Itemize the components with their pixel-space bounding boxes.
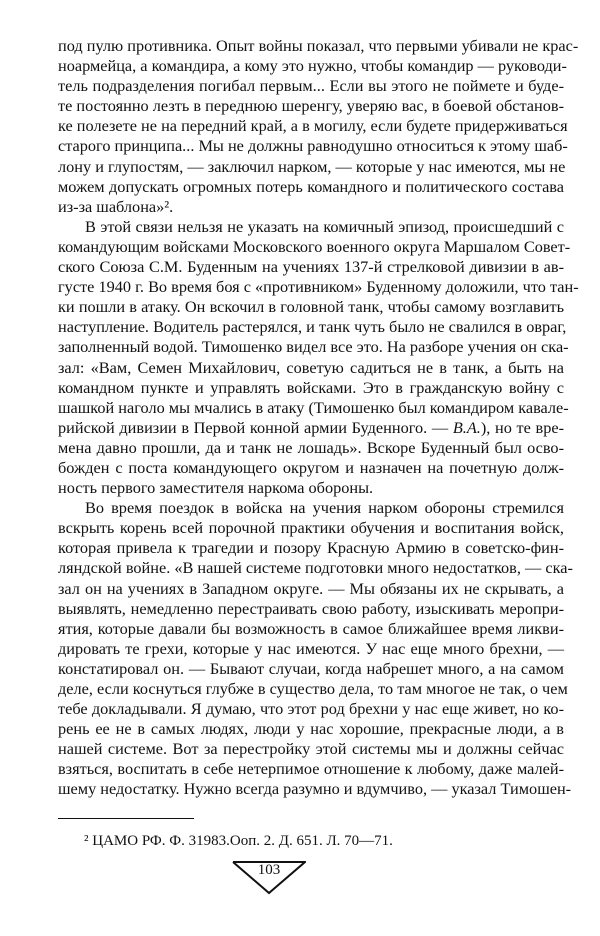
paragraph: [58, 498, 573, 799]
text-line: те постоянно лезть в переднюю шеренгу, уверяю вас, в боевой обстанов-: [58, 96, 564, 116]
paragraph: [58, 216, 579, 498]
text-line: ноармейца, а командира, а кому это нужно, чтобы командир — руководи-: [58, 56, 567, 76]
text-line: тебе докладывали. Я думаю, что этот род брехни у нас еще живет, но ко-: [58, 699, 564, 719]
text-line: Во время поездок в войска на учения нарком обороны стремился: [85, 498, 564, 518]
text-line: ятия, которые давали бы возможность в самое ближайшее время ликви-: [58, 618, 564, 638]
text-line: ляндской войне. «В нашей системе подготовки много недостатков, — ска-: [58, 558, 573, 578]
text-line: шему недостатку. Нужно всегда разумно и вдумчиво, — указал Тимошен-: [58, 779, 572, 799]
text-line: божден с поста командующего округом и назначен на почетную долж-: [58, 457, 564, 477]
text-line: вскрыть корень всей порочной практики обучения и воспитания войск,: [58, 518, 564, 538]
text-line: можем допускать огромных потерь командного и политического состава: [58, 176, 564, 196]
text-line: под пулю противника. Опыт войны показал, что первыми убивали не крас-: [58, 36, 579, 55]
text-line: заполненный водой. Тимошенко видел все это. На разборе учения он ска-: [58, 337, 569, 357]
footnote-separator: [58, 818, 194, 819]
text-line: мена давно прошли, да и танк не лошадь». Вскоре Буденный был осво-: [58, 437, 564, 457]
text-line: шашкой наголо мы мчались в атаку (Тимошенко был командиром кавале-: [58, 397, 569, 417]
author-initials: В.А.: [452, 417, 481, 437]
text-line: зал: «Вам, Семен Михайлович, советую садиться не в танк, а быть на: [58, 357, 564, 377]
text-line: ского Союза С.М. Буденным на учениях 137-й стрелковой дивизии в ав-: [58, 257, 564, 277]
page-body-text: [58, 36, 579, 800]
text-line: ность первого заместителя наркома обороны.: [58, 478, 374, 498]
text-line: взяться, воспитать в себе нетерпимое отношение к любому, даже малей-: [58, 759, 564, 779]
text-line: выявлять, немедленно перестраивать свою работу, изыскивать меропри-: [58, 598, 564, 618]
paragraph: [58, 36, 579, 217]
page-number: 103: [257, 862, 281, 878]
text-line: густе 1940 г. Во время боя с «противником» Буденному доложили, что тан-: [58, 277, 579, 297]
text-line: зал он на учениях в Западном округе. — Мы обязаны их не скрывать, а: [58, 578, 564, 598]
text-line: лону и глупостям, — заключил нарком, — которые у нас имеются, мы не: [58, 156, 566, 176]
text-line: дировать те грехи, которые у нас имеются. У нас еще много брехни, —: [58, 638, 564, 658]
text-line: которая привела к трагедии и позору Красную Армию в советско-фин-: [58, 538, 564, 558]
text-line: ке полезете не на передний край, а в могилу, если будете придерживаться: [58, 116, 568, 136]
text-line: констатировал он. — Бывают случаи, когда набрешет много, а на самом: [58, 658, 564, 678]
text-line: командном пункте и управлять войсками. Это в гражданскую войну с: [58, 377, 564, 397]
text-line: нашей системе. Вот за перестройку этой системы мы и должны сейчас: [58, 739, 564, 759]
text-line: из-за шаблона»².: [58, 196, 174, 216]
page-number-marker: [232, 861, 306, 895]
text-line: [58, 418, 564, 438]
footnote: ² ЦАМО РФ. Ф. 31983.Ооп. 2. Д. 651. Л. 70—71.: [84, 833, 393, 849]
text-line: старого принципа... Мы не должны равнодушно относиться к этому шаб-: [58, 136, 568, 156]
text-line: ки пошли в атаку. Он вскочил в головной танк, чтобы самому возглавить: [58, 297, 564, 317]
text-line: деле, если коснуться глубже в существо дела, то там многое не так, о чем: [58, 679, 568, 698]
text-line: командующим войсками Московского военного округа Маршалом Совет-: [58, 236, 571, 256]
text-line: тель подразделения погибал первым... Если вы этого не поймете и буде-: [58, 76, 564, 96]
text-line: В этой связи нельзя не указать на комичный эпизод, происшедший с: [85, 216, 564, 236]
text-segment: рийской дивизии в Первой конной армии Буденного. —: [58, 417, 453, 437]
text-line: рень ее не в самых людях, люди у нас хорошие, прекрасные люди, а в: [58, 719, 564, 739]
text-line: наступление. Водитель растерялся, и танк чуть было не свалился в овраг,: [58, 317, 567, 337]
text-segment: ), но те вре-: [480, 417, 565, 437]
